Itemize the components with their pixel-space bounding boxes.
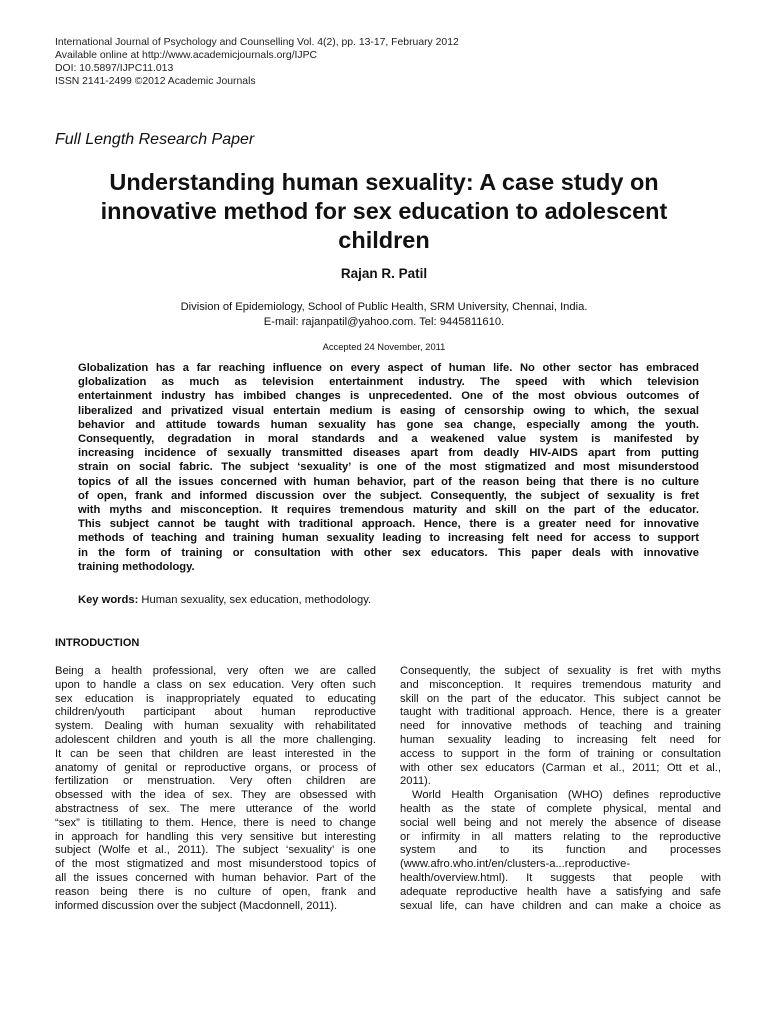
body-line: health as the state of complete physical, mental and bbox=[400, 802, 721, 815]
journal-citation: International Journal of Psychology and Counselling Vol. 4(2), pp. 13-17, February 2012 bbox=[55, 37, 459, 48]
accepted-date: Accepted 24 November, 2011 bbox=[322, 341, 446, 352]
abstract-line: topics of all the issues concerned with human behavior, part of the reason being that there is no culture bbox=[78, 475, 699, 488]
title-line: Understanding human sexuality: A case study on bbox=[109, 169, 659, 195]
body-line: subject (Wolfe et al., 2011). The subject ‘sexuality’ is one bbox=[55, 844, 376, 857]
body-line: social well being and not merely the absence of disease bbox=[400, 816, 721, 829]
body-line: system and to its function and processes bbox=[400, 844, 721, 857]
abstract-line: training methodology. bbox=[78, 560, 195, 573]
body-line: skill on the part of the educator. This subject cannot be bbox=[400, 692, 721, 705]
body-line: (www.afro.who.int/en/clusters-a...reproductive- bbox=[400, 858, 631, 871]
body-line: anatomy of genital or reproductive organs, or process of bbox=[55, 761, 376, 774]
doi: DOI: 10.5897/IJPC11.013 bbox=[55, 63, 174, 74]
journal-header bbox=[55, 36, 459, 88]
author-name: Rajan R. Patil bbox=[340, 266, 428, 281]
body-line: upon to handle a class on sex education. Very often such bbox=[55, 678, 376, 691]
online-availability: Available online at http://www.academicjournals.org/IJPC bbox=[55, 50, 318, 61]
body-line: abstractness of sex. The mere utterance of the world bbox=[55, 802, 376, 815]
body-line: with other sex educators (Carman et al., 2011; Ott et al., bbox=[400, 761, 721, 774]
abstract-line: of open, frank and informed discussion over the subject. Consequently, the subject of sexuality is fret bbox=[78, 489, 699, 502]
abstract-line: behavior and attitude towards human sexuality has gone sea change, especially among the youth. bbox=[78, 418, 699, 431]
abstract bbox=[78, 361, 699, 574]
body-line: need for innovative methods of teaching and training bbox=[400, 720, 721, 733]
body-line: adequate reproductive health have a satisfying and safe bbox=[400, 885, 721, 898]
abstract-line: in the form of training or consultation with other sex educators. This paper deals with innovative bbox=[78, 546, 699, 559]
body-line: in approach for handling this very sensitive but interesting bbox=[55, 830, 376, 843]
body-line: all the issues concerned with human behavior. Part of the bbox=[55, 871, 376, 884]
body-line: human sexuality leading to increasing felt need for bbox=[400, 733, 721, 746]
body-line: obsessed with the idea of sex. They are obsessed with bbox=[55, 789, 376, 802]
keywords-label: Key words: bbox=[78, 594, 139, 606]
body-line: access to support in the form of training or consultation bbox=[400, 747, 721, 760]
contact-line: E-mail: rajanpatil@yahoo.com. Tel: 9445811610. bbox=[263, 315, 505, 328]
abstract-line: globalization as much as television entertainment industry. The speed with which television bbox=[78, 376, 699, 389]
abstract-line: Consequently, degradation in moral standards and a weakened value system is manifested by bbox=[78, 433, 699, 446]
section-heading-introduction: INTRODUCTION bbox=[55, 637, 140, 649]
keywords-text: Human sexuality, sex education, methodology. bbox=[138, 594, 372, 606]
body-line: informed discussion over the subject (Macdonnell, 2011). bbox=[55, 899, 338, 912]
author-affiliation bbox=[0, 300, 768, 329]
body-line: and misconception. It requires tremendous maturity and bbox=[400, 678, 721, 691]
body-line: Consequently, the subject of sexuality is fret with myths bbox=[400, 665, 721, 677]
body-line: children/youth participant about human reproductive bbox=[55, 706, 376, 719]
body-line: adolescent children and youth is all the more challenging. bbox=[55, 733, 376, 746]
abstract-line: Globalization has a far reaching influence on every aspect of human life. No other sector has embraced bbox=[78, 362, 699, 374]
body-line: or infirmity in all matters relating to the reproductive bbox=[400, 830, 721, 843]
body-line: taught with traditional approach. Hence, there is a greater bbox=[400, 706, 721, 719]
paper-type: Full Length Research Paper bbox=[55, 131, 255, 148]
body-line: fertilization or menstruation. Very often children are bbox=[55, 775, 376, 788]
right-column bbox=[400, 665, 721, 913]
body-line: World Health Organisation (WHO) defines reproductive bbox=[412, 789, 721, 802]
body-line: sexual life, can have children and can make a choice as bbox=[400, 899, 721, 912]
body-line: system. Dealing with human sexuality with rehabilitated bbox=[55, 720, 376, 733]
body-line: 2011). bbox=[400, 775, 431, 788]
issn-copyright: ISSN 2141-2499 ©2012 Academic Journals bbox=[55, 76, 256, 87]
abstract-line: increasing incidence of sexually transmitted diseases apart from deadly HIV-AIDS apart from putting bbox=[78, 447, 699, 460]
abstract-line: with myths and misconception. It requires tremendous maturity and skill on the part of the educator. bbox=[78, 504, 699, 517]
body-line: health/overview.html). It suggests that people with bbox=[400, 871, 721, 884]
affiliation-line: Division of Epidemiology, School of Public Health, SRM University, Chennai, India. bbox=[180, 301, 588, 313]
body-line: “sex” is titillating to them. Hence, there is need to change bbox=[55, 816, 376, 829]
title-line: children bbox=[338, 227, 430, 253]
body-line: Being a health professional, very often we are called bbox=[55, 665, 376, 677]
paper-title bbox=[40, 168, 728, 255]
body-line: It can be seen that children are least interested in the bbox=[55, 747, 376, 760]
left-column bbox=[55, 665, 376, 913]
body-line: of the most stigmatized and most misunderstood topics of bbox=[55, 858, 376, 871]
abstract-line: entertainment industry has imbibed changes is unprecedented. One of the most obvious outcomes of bbox=[78, 390, 699, 403]
body-line: sex education is inappropriately equated to educating bbox=[55, 692, 376, 705]
abstract-line: methods of teaching and training human sexuality leading to increasing felt need for access to support bbox=[78, 532, 699, 545]
title-line: innovative method for sex education to adolescent bbox=[100, 198, 668, 224]
abstract-line: liberalized and privatized visual entertain medium is easing of censorship owing to which, the sexual bbox=[78, 404, 699, 417]
keywords bbox=[78, 594, 371, 606]
abstract-line: strain on social fabric. The subject ‘sexuality’ is one of the most stigmatized and most misunderstood bbox=[78, 461, 699, 474]
abstract-line: This subject cannot be taught with traditional approach. Hence, there is a greater need for innovative bbox=[78, 518, 699, 531]
body-line: reason being there is no culture of open, frank and bbox=[55, 885, 376, 898]
